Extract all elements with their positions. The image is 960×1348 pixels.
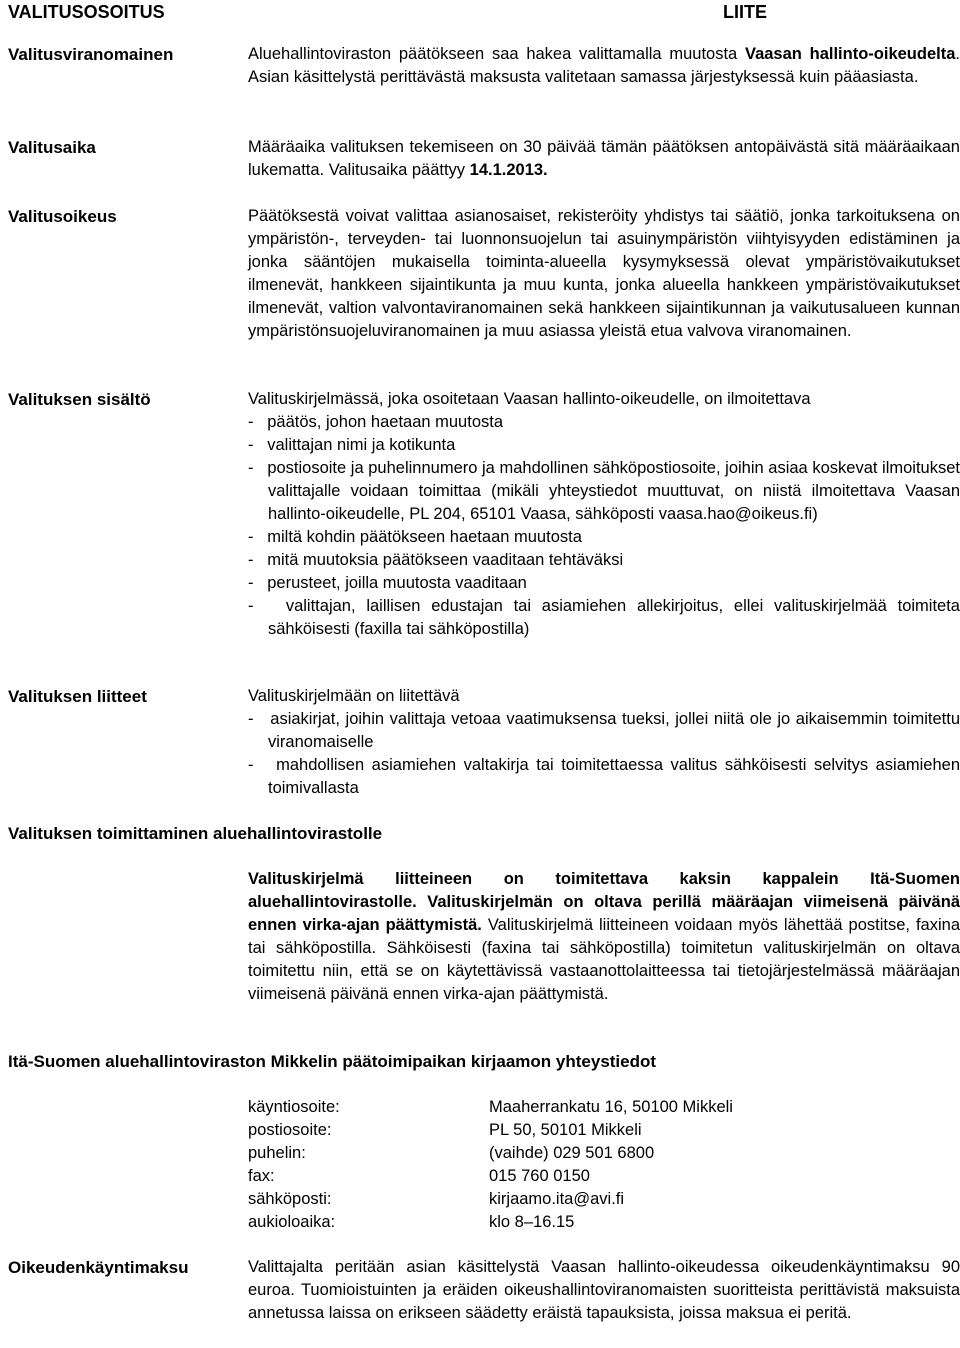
viranomainen-text-1: Aluehallintoviraston päätökseen saa hakea valittamalla muutosta xyxy=(248,45,745,63)
section-body-oikeus: Päätöksestä voivat valittaa asianosaiset, rekisteröity yhdistys tai säätiö, jonka tarkoituksena on ympäristön-, terveyden- tai luonnonsuojelun tai asuinympäristön viihtyisyyden edistäminen ja jonka sääntöjen mukaisella toiminta-alueella kysymyksessä olevat ympäristövaikutukset ilmenevät, hankkeen sijaintikunta ja muu kunta, jonka alueella hankkeen ympäristövaikutukset ilmenevät, valtion valvontaviranomainen sekä hankkeen sijaintikunnan ja vaikutusalueen kunnan ympäristönsuojeluviranomainen ja muu asiassa yleistä etua valvova viranomainen. xyxy=(248,207,960,340)
contact-row xyxy=(248,1142,960,1165)
contact-value: PL 50, 50101 Mikkeli xyxy=(489,1121,642,1139)
sisalto-intro: Valituskirjelmässä, joka osoitetaan Vaasan hallinto-oikeudelle, on ilmoitettava xyxy=(248,390,811,408)
contact-key: sähköposti: xyxy=(248,1190,332,1208)
section-label-liitteet: Valituksen liitteet xyxy=(8,687,147,706)
contact-key: postiosoite: xyxy=(248,1121,332,1139)
contact-row xyxy=(248,1165,960,1188)
list-item: - miltä kohdin päätökseen haetaan muutosta xyxy=(248,528,582,546)
contact-key: käyntiosoite: xyxy=(248,1098,340,1116)
contact-value: kirjaamo.ita@avi.fi xyxy=(489,1190,625,1208)
list-item: - mitä muutoksia päätökseen vaaditaan tehtäväksi xyxy=(248,551,624,569)
section-label-oikeus: Valitusoikeus xyxy=(8,207,117,226)
section-body-liitteet xyxy=(248,685,960,800)
section-label-maksu: Oikeudenkäyntimaksu xyxy=(8,1258,189,1277)
viranomainen-text-2: . Asian käsittelystä perittävästä maksusta valitetaan samassa järjestyksessä kuin pääasiasta. xyxy=(248,45,960,86)
list-item: - valittajan nimi ja kotikunta xyxy=(248,436,456,454)
contact-value: 015 760 0150 xyxy=(489,1167,590,1185)
contact-value: Maaherrankatu 16, 50100 Mikkeli xyxy=(489,1098,733,1116)
contact-row xyxy=(248,1211,960,1234)
list-item: - asiakirjat, joihin valittaja vetoaa vaatimuksensa tueksi, jollei niitä ole jo aikaisemmin toimitettu viranomaiselle xyxy=(248,710,960,751)
document-title: VALITUSOSOITUS xyxy=(8,2,165,22)
section-body-toimittaminen xyxy=(248,868,960,1006)
section-label-viranomainen: Valitusviranomainen xyxy=(8,45,174,64)
toimittaminen-text: Valituskirjelmä liitteineen voidaan myös lähettää postitse, faxina tai sähköpostilla. Sähköisesti (faxina tai sähköpostilla) toimitetun valituskirjelmän on oltava toimitettu niin, että se on käytettävissä vastaanottolaitteessa tai tietojärjestelmässä määräajan viimeisenä päivänä ennen virka-ajan päättymistä. xyxy=(248,916,960,1003)
section-body-maksu: Valittajalta peritään asian käsittelystä Vaasan hallinto-oikeudessa oikeudenkäyntimaksu 90 euroa. Tuomioistuinten ja eräiden oikeushallintoviranomaisten suoritteista perittävistä maksuista annetussa laissa on erikseen säädetty eräistä tapauksista, joissa maksua ei peritä. xyxy=(248,1258,960,1322)
section-body-viranomainen xyxy=(248,43,960,89)
section-label-sisalto: Valituksen sisältö xyxy=(8,390,151,409)
list-item: - perusteet, joilla muutosta vaaditaan xyxy=(248,574,527,592)
list-item: - päätös, johon haetaan muutosta xyxy=(248,413,504,431)
contact-key: aukioloaika: xyxy=(248,1213,336,1231)
contact-key: fax: xyxy=(248,1167,275,1185)
heading-toimittaminen: Valituksen toimittaminen aluehallintovirastolle xyxy=(8,824,383,843)
toimittaminen-bold-text: Valituskirjelmä liitteineen on toimitettava kaksin kappalein Itä-Suomen aluehallintovirastolle. Valituskirjelmän on oltava perillä määräajan viimeisenä päivänä ennen virka-ajan päättymistä. xyxy=(248,870,960,934)
contact-value: (vaihde) 029 501 6800 xyxy=(489,1144,655,1162)
appendix-label: LIITE xyxy=(723,2,767,22)
list-item: - valittajan, laillisen edustajan tai asiamiehen allekirjoitus, ellei valituskirjelmää toimiteta sähköisesti (faxilla tai sähköpostilla) xyxy=(248,597,960,638)
section-body-sisalto xyxy=(248,388,960,641)
list-item: - postiosoite ja puhelinnumero ja mahdollinen sähköpostiosoite, joihin asiaa koskevat ilmoitukset valittajalle voidaan toimittaa (mikäli yhteystiedot muuttuvat, on niistä ilmoitettava Vaasan hallinto-oikeudelle, PL 204, 65101 Vaasa, sähköposti vaasa.hao@oikeus.fi) xyxy=(248,459,960,523)
section-label-aika: Valitusaika xyxy=(8,138,96,157)
contact-key: puhelin: xyxy=(248,1144,306,1162)
contact-value: klo 8–16.15 xyxy=(489,1213,575,1231)
aika-deadline-date: 14.1.2013. xyxy=(469,161,548,179)
viranomainen-court: Vaasan hallinto-oikeudelta xyxy=(744,45,956,63)
aika-text: Määräaika valituksen tekemiseen on 30 päivää tämän päätöksen antopäivästä sitä määräaikaan lukematta. Valitusaika päättyy xyxy=(248,138,960,179)
list-item: - mahdollisen asiamiehen valtakirja tai toimitettaessa valitus sähköisesti selvitys asiamiehen toimivallasta xyxy=(248,756,960,797)
contact-row xyxy=(248,1119,960,1142)
contact-row xyxy=(248,1188,960,1211)
section-body-aika xyxy=(248,136,960,182)
liitteet-intro: Valituskirjelmään on liitettävä xyxy=(248,687,460,705)
contact-row xyxy=(248,1096,960,1119)
contact-table xyxy=(248,1096,960,1234)
heading-yhteystiedot: Itä-Suomen aluehallintoviraston Mikkelin päätoimipaikan kirjaamon yhteystiedot xyxy=(8,1052,657,1071)
